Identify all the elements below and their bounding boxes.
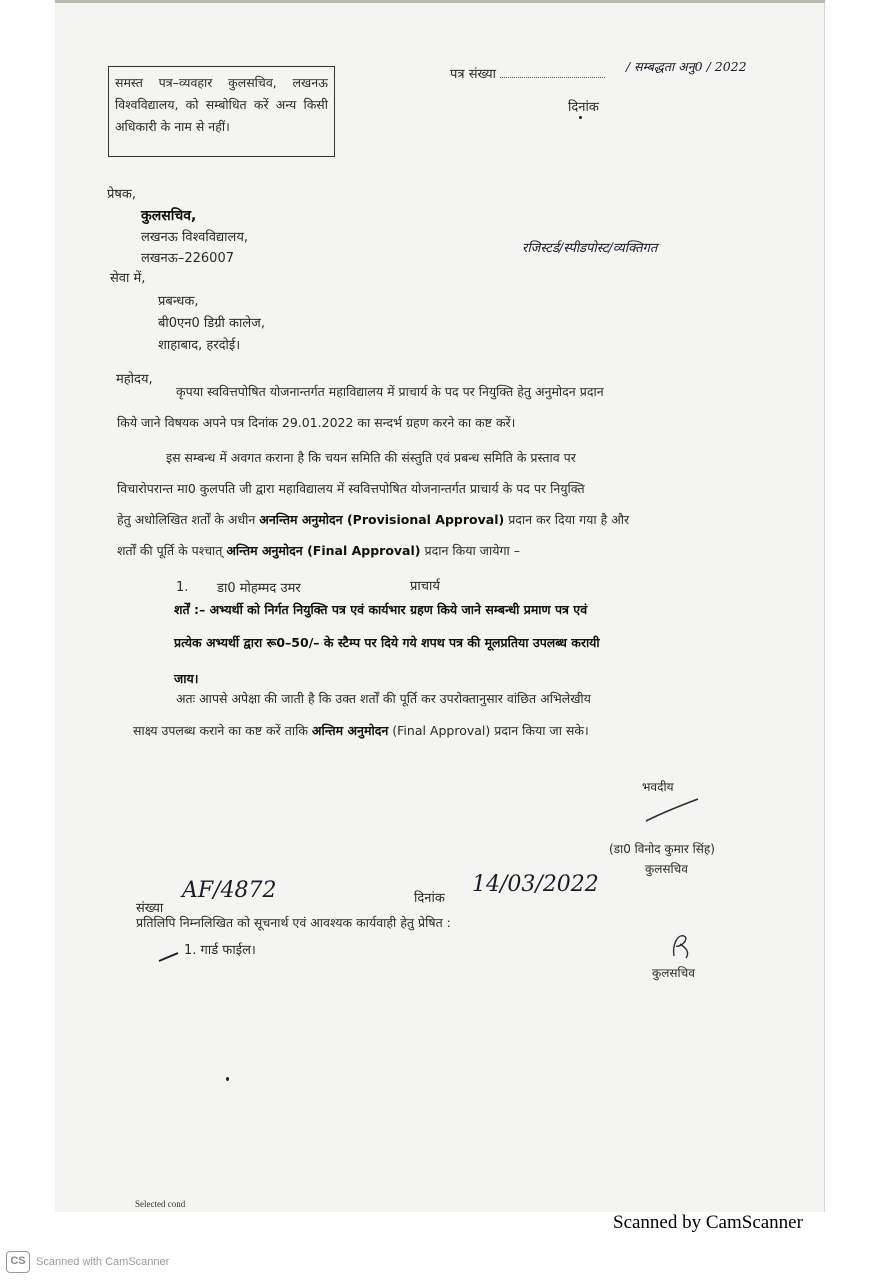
body-p2-line1: इस सम्बन्ध में अवगत कराना है कि चयन समिति की संस्तुति एवं प्रबन्ध समिति के प्रस्ताव पर xyxy=(166,450,576,465)
recipient-label: सेवा में, xyxy=(110,271,146,286)
letter-number-blank xyxy=(500,68,605,78)
signatory-designation: कुलसचिव xyxy=(645,862,688,876)
final-approval-term-2: अन्तिम अनुमोदन xyxy=(311,723,389,738)
sender-university: लखनऊ विश्वविद्यालय, xyxy=(141,230,248,245)
copy-signature xyxy=(668,930,694,960)
copy-date-value: 14/03/2022 xyxy=(472,872,599,897)
signatory-name: (डा0 विनोद कुमार सिंह) xyxy=(609,842,715,856)
scanned-by-camscanner: Scanned by CamScanner xyxy=(613,1212,803,1233)
notice-box xyxy=(108,66,335,157)
salutation: महोदय, xyxy=(116,372,153,387)
body-p2-line3: हेतु अधोलिखित शर्तों के अधीन अनन्तिम अनुमोदन (Provisional Approval) प्रदान कर दिया गया है और xyxy=(117,512,630,527)
body-p1-line1: कृपया स्ववित्तपोषित योजनान्तर्गत महाविद्यालय में प्राचार्य के पद पर नियुक्ति हेतु अनुमोदन प्रदान xyxy=(176,384,604,399)
copy-forward-text: प्रतिलिपि निम्नलिखित को सूचनार्थ एवं आवश्यक कार्यवाही हेतु प्रेषित : xyxy=(136,915,451,930)
closing-line2: साक्ष्य उपलब्ध कराने का कष्ट करें ताकि अन्तिम अनुमोदन (Final Approval) प्रदान किया जा सके। xyxy=(133,723,589,738)
notice-text: समस्त पत्र–व्यवहार कुलसचिव, लखनऊ विश्वविद्यालय, को सम्बोधित करें अन्य किसी अधिकारी के नाम से नहीं। xyxy=(115,75,328,134)
letter-number-label: पत्र संख्या xyxy=(450,64,605,82)
appointee-post: प्राचार्य xyxy=(410,579,440,594)
recipient-line2: बी0एन0 डिग्री कालेज, xyxy=(158,316,265,331)
body-p1-line2: किये जाने विषयक अपने पत्र दिनांक 29.01.2022 का सन्दर्भ ग्रहण करने का कष्ट करें। xyxy=(117,415,516,430)
provisional-approval-term: अनन्तिम अनुमोदन (Provisional Approval) xyxy=(259,512,505,527)
conditions-line1: शर्तें :– अभ्यर्थी को निर्गत नियुक्ति पत्र एवं कार्यभार ग्रहण किये जाने सम्बन्धी प्रमाण पत्र एवं xyxy=(174,602,588,617)
appointee-name: डा0 मोहम्मद उमर xyxy=(217,581,301,596)
closing-line1: अतः आपसे अपेक्षा की जाती है कि उक्त शर्तों की पूर्ति कर उपरोक्तानुसार वांछित अभिलेखीय xyxy=(176,691,591,706)
registrar-signature xyxy=(642,795,702,825)
sender-label: प्रेषक, xyxy=(107,187,137,202)
body-p2-line4: शर्तों की पूर्ति के पश्चात् अन्तिम अनुमोदन (Final Approval) प्रदान किया जायेगा – xyxy=(117,543,520,558)
recipient-line1: प्रबन्धक, xyxy=(158,294,199,309)
copy-item-1: 1. गार्ड फाईल। xyxy=(184,943,256,958)
dispatch-mode: रजिस्टर्ड/स्पीडपोस्ट/व्यक्तिगत xyxy=(522,241,658,256)
footer-note: Selected cond xyxy=(135,1199,186,1209)
yours-faithfully: भवदीय xyxy=(642,780,674,794)
ink-dot xyxy=(579,116,582,119)
scanned-with-camscanner: Scanned with CamScanner xyxy=(36,1256,170,1268)
conditions-line2: प्रत्येक अभ्यर्थी द्वारा रू0–50/– के स्टैम्प पर दिये गये शपथ पत्र की मूलप्रतिया उपलब्ध करायी xyxy=(174,635,600,650)
copy-number-value: AF/4872 xyxy=(182,878,277,903)
copy-number-label: संख्या xyxy=(136,901,164,916)
final-approval-term: अन्तिम अनुमोदन (Final Approval) xyxy=(226,543,421,558)
sender-address: लखनऊ–226007 xyxy=(141,251,234,266)
recipient-line3: शाहाबाद, हरदोई। xyxy=(158,338,241,353)
page-top-edge xyxy=(55,0,825,3)
conditions-line3: जाय। xyxy=(174,671,199,686)
body-p2-line2: विचारोपरान्त मा0 कुलपति जी द्वारा महाविद्यालय में स्ववित्तपोषित योजनान्तर्गत प्राचार्य के पद पर नियुक्ति xyxy=(117,481,585,496)
copy-sign-designation: कुलसचिव xyxy=(652,966,695,980)
camscanner-logo-icon: CS xyxy=(6,1251,30,1273)
date-label: दिनांक xyxy=(568,100,599,115)
tick-mark-icon xyxy=(158,950,180,964)
sender-title: कुलसचिव, xyxy=(141,208,197,224)
copy-date-label: दिनांक xyxy=(414,891,445,906)
ink-dot xyxy=(226,1077,229,1081)
appointee-number: 1. xyxy=(176,580,189,595)
letter-number-suffix: / सम्बद्धता अनु0 / 2022 xyxy=(626,59,747,74)
